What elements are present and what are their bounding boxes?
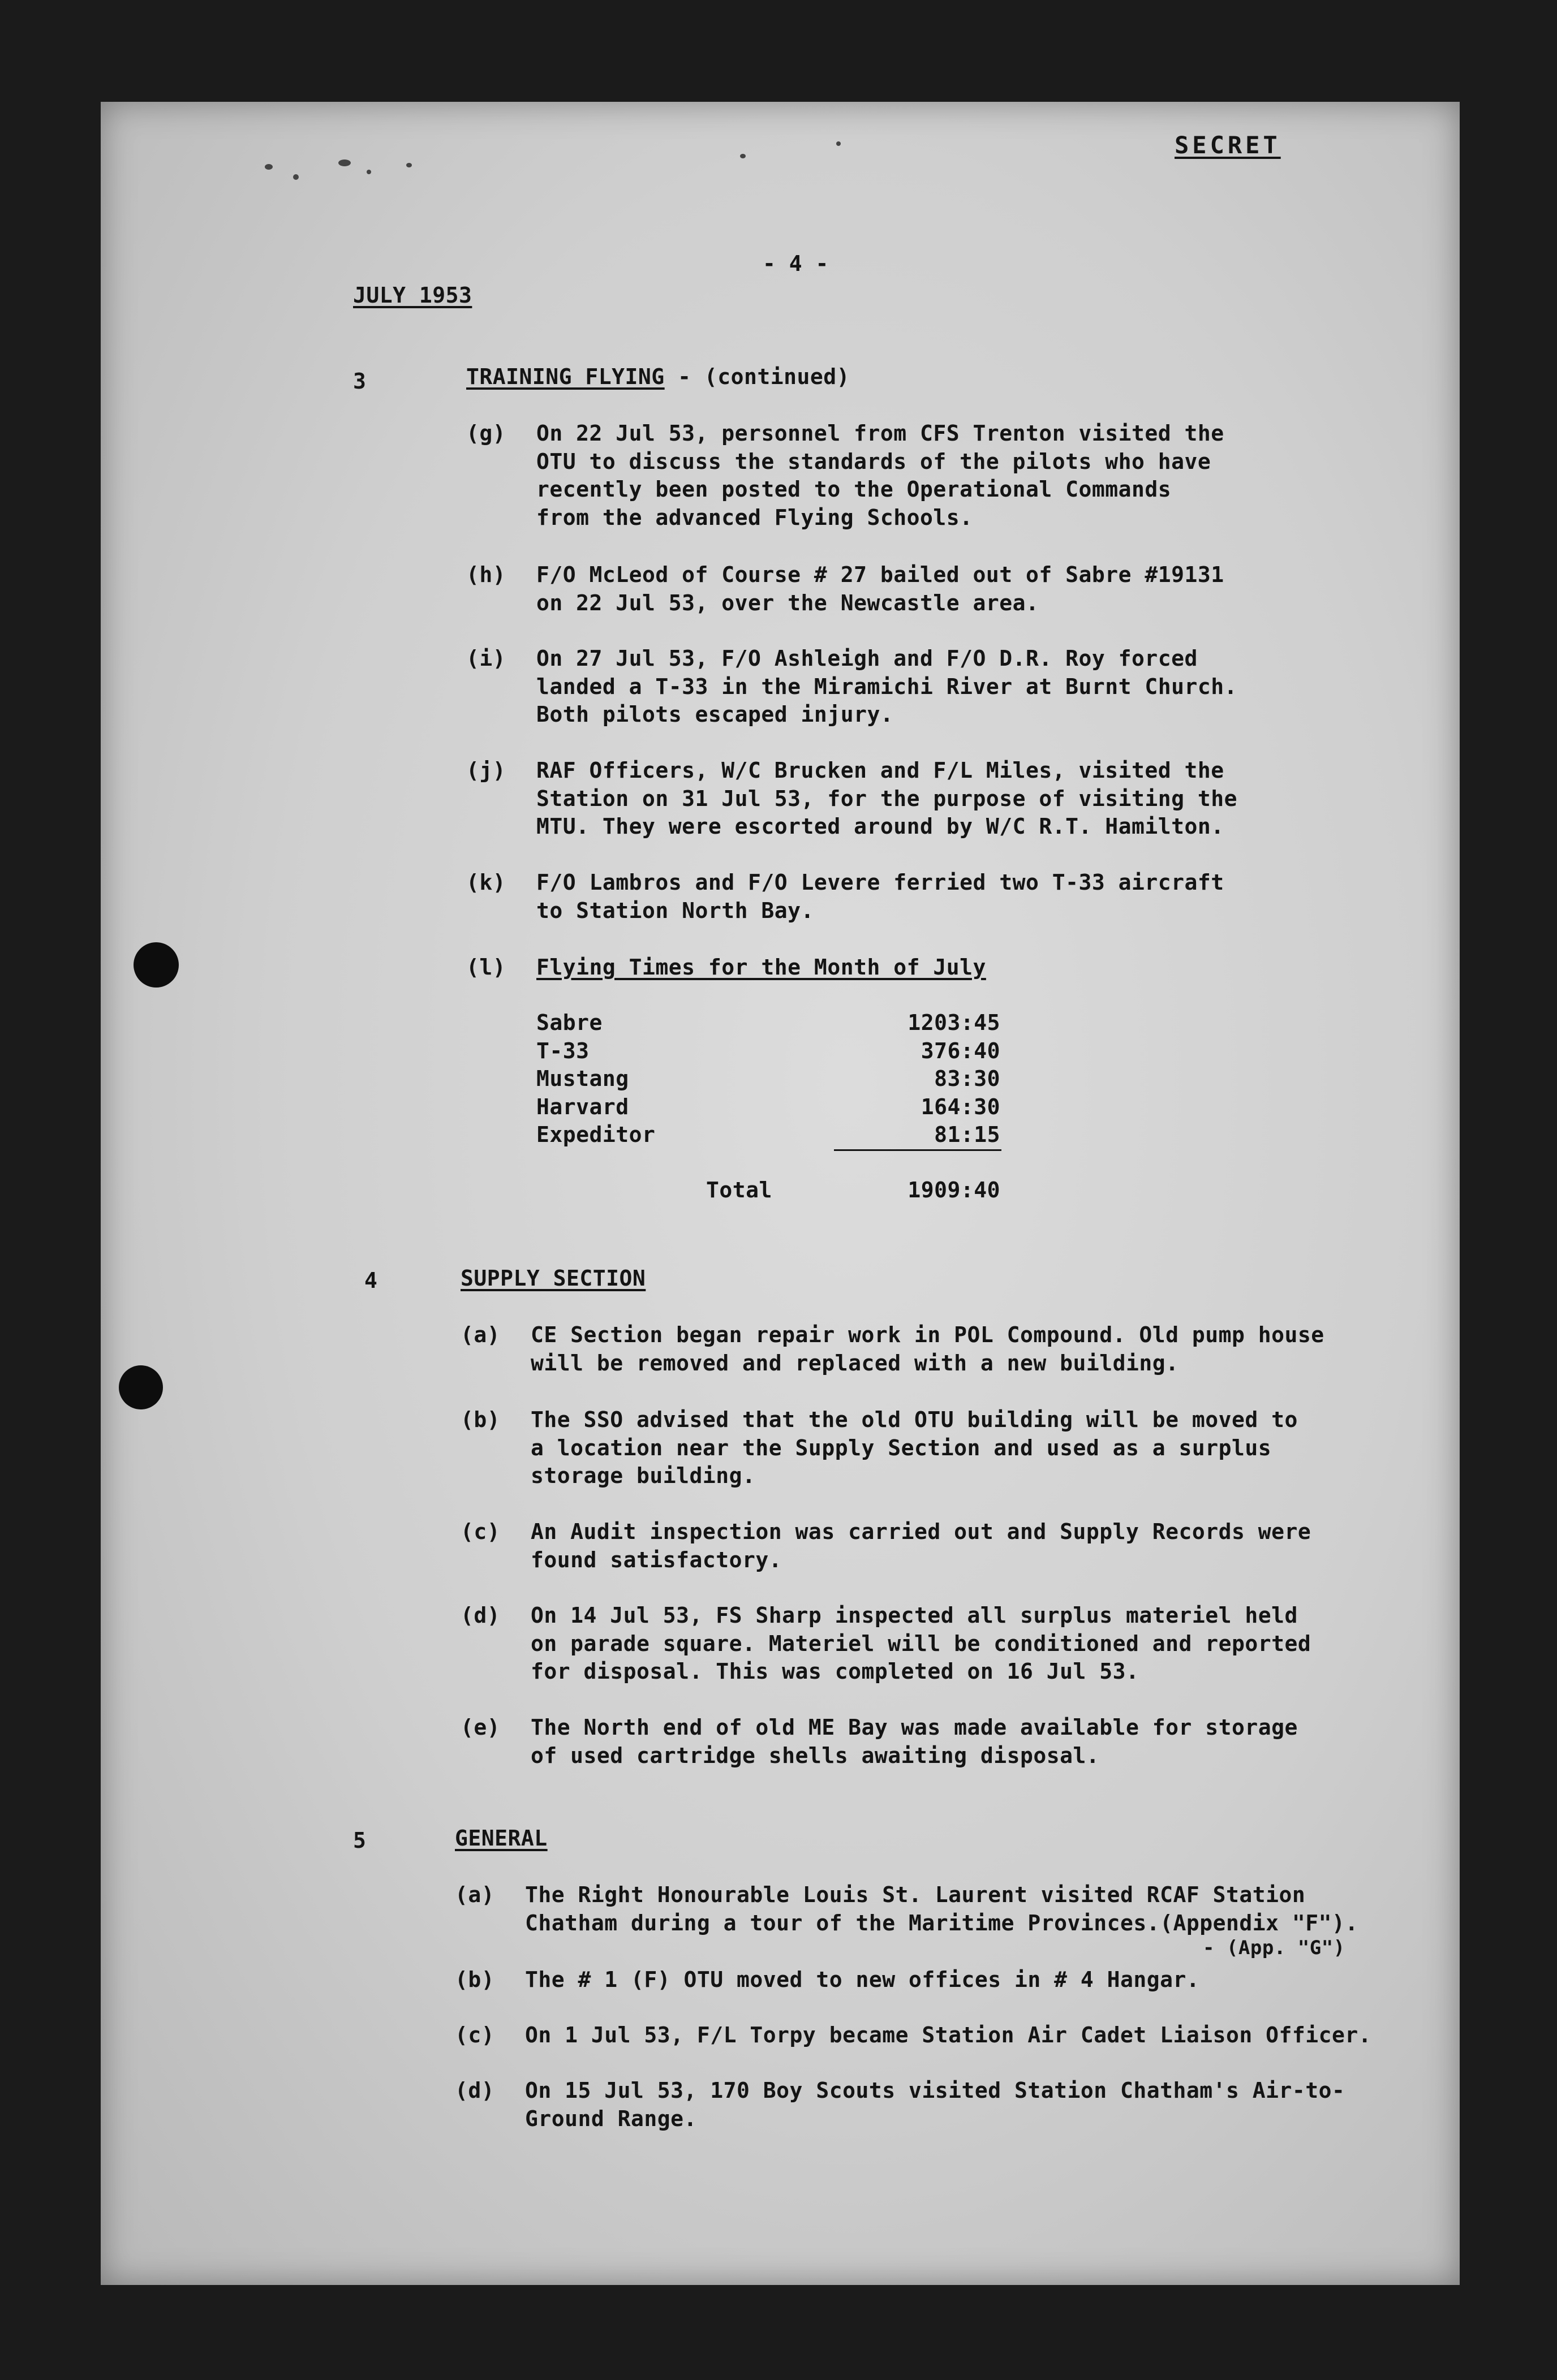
- aircraft-name: Harvard: [536, 1094, 629, 1119]
- item-5a-label: (a): [455, 1882, 495, 1907]
- text-line: Station on 31 Jul 53, for the purpose of visiting the: [536, 786, 1238, 811]
- flying-time-value: 83:30: [934, 1066, 1000, 1091]
- item-3g-label: (g): [466, 421, 506, 446]
- item-5c-text: [525, 2021, 1371, 2050]
- flying-time-value: 1203:45: [907, 1010, 1000, 1035]
- text-line: on parade square. Materiel will be conditioned and reported: [531, 1631, 1311, 1656]
- speck-mark: [406, 163, 412, 167]
- section-3-number: 3: [353, 369, 367, 394]
- text-line: of used cartridge shells awaiting disposal.: [531, 1743, 1100, 1768]
- text-line: On 22 Jul 53, personnel from CFS Trenton visited the: [536, 421, 1224, 446]
- item-5b-text: [525, 1966, 1199, 1994]
- aircraft-name: Sabre: [536, 1010, 603, 1035]
- text-line: F/O Lambros and F/O Levere ferried two T-33 aircraft: [536, 870, 1224, 895]
- text-line: An Audit inspection was carried out and Supply Records were: [531, 1519, 1311, 1544]
- item-3g-text: [536, 420, 1224, 532]
- item-5a-appendix-note: - (App. "G"): [1203, 1937, 1345, 1959]
- item-3k-label: (k): [466, 870, 506, 895]
- text-line: from the advanced Flying Schools.: [536, 505, 973, 530]
- text-line: RAF Officers, W/C Brucken and F/L Miles, visited the: [536, 758, 1224, 783]
- text-line: The North end of old ME Bay was made available for storage: [531, 1715, 1298, 1740]
- text-line: OTU to discuss the standards of the pilots who have: [536, 449, 1211, 474]
- item-3h-text: [536, 561, 1224, 617]
- punch-hole-mark: [134, 942, 179, 988]
- flying-times-total-label: Total: [706, 1178, 772, 1202]
- speck-mark: [740, 154, 746, 158]
- text-line: landed a T-33 in the Miramichi River at Burnt Church.: [536, 674, 1238, 699]
- classification-marking: SECRET: [1175, 131, 1281, 159]
- item-3i-label: (i): [466, 646, 506, 671]
- item-3j-text: [536, 757, 1237, 841]
- section-4-number: 4: [364, 1268, 378, 1293]
- item-5a-text: [525, 1881, 1358, 1937]
- text-line: found satisfactory.: [531, 1547, 782, 1572]
- text-line: On 15 Jul 53, 170 Boy Scouts visited Station Chatham's Air-to-: [525, 2078, 1345, 2103]
- section-3-heading: TRAINING FLYING: [466, 364, 665, 389]
- text-line: to Station North Bay.: [536, 898, 814, 923]
- item-5b-label: (b): [455, 1967, 495, 1992]
- flying-times-aircraft-column: [536, 1009, 655, 1149]
- item-4e-text: [531, 1714, 1298, 1770]
- item-4d-text: [531, 1602, 1311, 1686]
- item-4b-text: [531, 1406, 1298, 1490]
- section-3-heading-row: [466, 363, 850, 391]
- item-3k-text: [536, 869, 1224, 925]
- text-line: CE Section began repair work in POL Compound. Old pump house: [531, 1322, 1324, 1347]
- item-4a-label: (a): [461, 1322, 501, 1347]
- text-line: Both pilots escaped injury.: [536, 702, 894, 727]
- item-4d-label: (d): [461, 1603, 501, 1628]
- flying-times-title: Flying Times for the Month of July: [536, 955, 986, 980]
- speck-mark: [293, 174, 299, 180]
- speck-mark: [338, 159, 351, 166]
- text-line: a location near the Supply Section and used as a surplus: [531, 1435, 1272, 1460]
- document-page: [101, 102, 1460, 2285]
- item-3l-label: (l): [466, 955, 506, 980]
- flying-time-value: 376:40: [921, 1038, 1000, 1063]
- text-line: MTU. They were escorted around by W/C R.T. Hamilton.: [536, 814, 1224, 839]
- text-line: On 14 Jul 53, FS Sharp inspected all surplus materiel held: [531, 1603, 1298, 1628]
- text-line: On 1 Jul 53, F/L Torpy became Station Air Cadet Liaison Officer.: [525, 2023, 1372, 2047]
- item-5c-label: (c): [455, 2023, 495, 2047]
- flying-time-value: 81:15: [934, 1122, 1000, 1147]
- section-5-heading: GENERAL: [455, 1826, 548, 1851]
- section-4-heading: SUPPLY SECTION: [461, 1266, 646, 1291]
- section-3-heading-suffix: - (continued): [678, 364, 850, 389]
- speck-mark: [265, 164, 273, 170]
- speck-mark: [836, 141, 841, 146]
- aircraft-name: Expeditor: [536, 1122, 656, 1147]
- flying-time-value: 164:30: [921, 1094, 1000, 1119]
- item-4e-label: (e): [461, 1715, 501, 1740]
- page-number: - 4 -: [763, 251, 829, 276]
- flying-times-total-value: 1909:40: [907, 1178, 1000, 1202]
- text-line: The Right Honourable Louis St. Laurent visited RCAF Station: [525, 1882, 1306, 1907]
- text-line: for disposal. This was completed on 16 Jul 53.: [531, 1659, 1139, 1684]
- item-3h-label: (h): [466, 562, 506, 587]
- flying-times-hours-column: [831, 1009, 1000, 1149]
- aircraft-name: T-33: [536, 1038, 590, 1063]
- item-4c-text: [531, 1518, 1311, 1574]
- text-line: The # 1 (F) OTU moved to new offices in # 4 Hangar.: [525, 1967, 1200, 1992]
- text-line: On 27 Jul 53, F/O Ashleigh and F/O D.R. Roy forced: [536, 646, 1198, 671]
- item-5d-label: (d): [455, 2078, 495, 2103]
- item-4a-text: [531, 1321, 1324, 1377]
- aircraft-name: Mustang: [536, 1066, 629, 1091]
- text-line: The SSO advised that the old OTU building will be moved to: [531, 1407, 1298, 1432]
- item-4c-label: (c): [461, 1519, 501, 1544]
- text-line: Chatham during a tour of the Maritime Provinces.(Appendix "F").: [525, 1910, 1358, 1935]
- item-3j-label: (j): [466, 758, 506, 783]
- item-5d-text: [525, 2077, 1345, 2133]
- text-line: Ground Range.: [525, 2106, 697, 2131]
- document-date: JULY 1953: [353, 283, 472, 308]
- speck-mark: [367, 170, 371, 174]
- section-5-number: 5: [353, 1828, 367, 1853]
- total-rule: [834, 1149, 1001, 1151]
- text-line: F/O McLeod of Course # 27 bailed out of Sabre #19131: [536, 562, 1224, 587]
- item-3i-text: [536, 645, 1237, 729]
- text-line: on 22 Jul 53, over the Newcastle area.: [536, 590, 1039, 615]
- text-line: storage building.: [531, 1463, 756, 1488]
- item-4b-label: (b): [461, 1407, 501, 1432]
- text-line: recently been posted to the Operational Commands: [536, 477, 1172, 502]
- punch-hole-mark: [119, 1365, 163, 1409]
- text-line: will be removed and replaced with a new building.: [531, 1350, 1179, 1376]
